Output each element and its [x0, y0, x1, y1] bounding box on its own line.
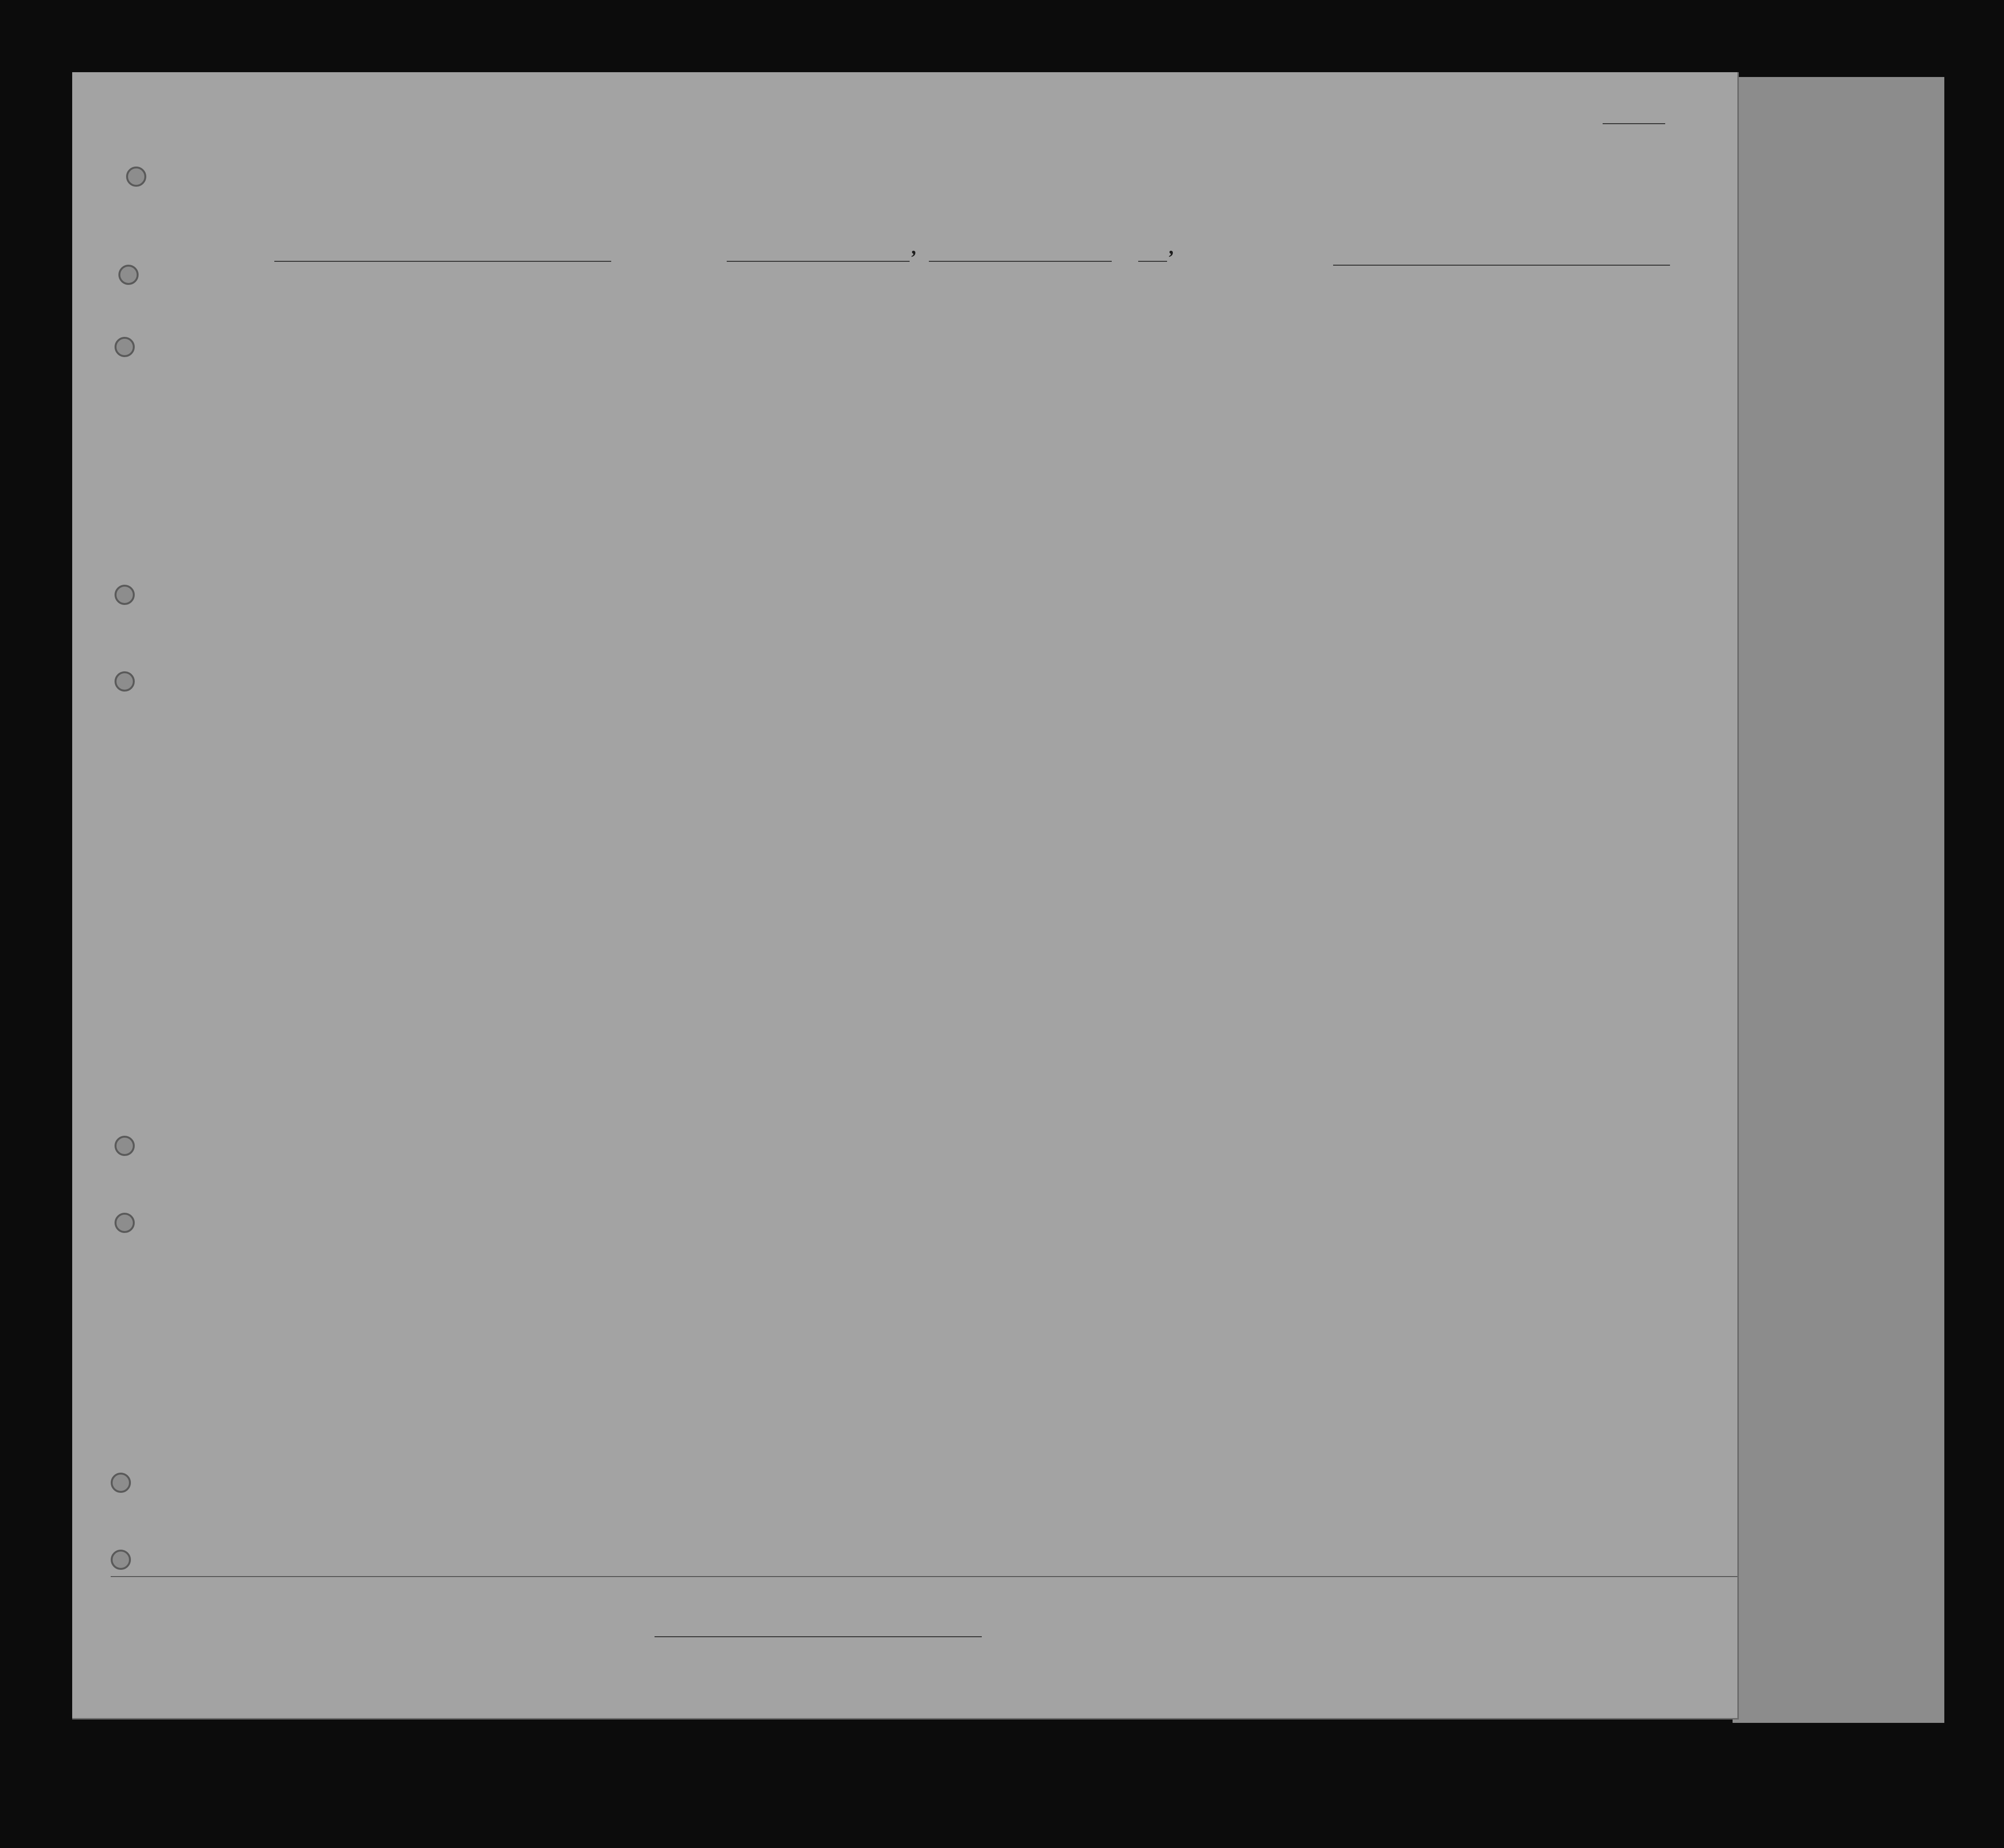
- crew-table: [72, 72, 1737, 1718]
- identification-checkmarks: [72, 72, 1737, 1718]
- footer-rule: [111, 1576, 1737, 1577]
- inspector-signature-line: [655, 1636, 982, 1637]
- manifest-sheet: [72, 72, 1739, 1720]
- comma-separator: ,: [912, 236, 917, 258]
- comma-separator: ,: [1169, 236, 1175, 258]
- underlying-page: [1733, 77, 1944, 1723]
